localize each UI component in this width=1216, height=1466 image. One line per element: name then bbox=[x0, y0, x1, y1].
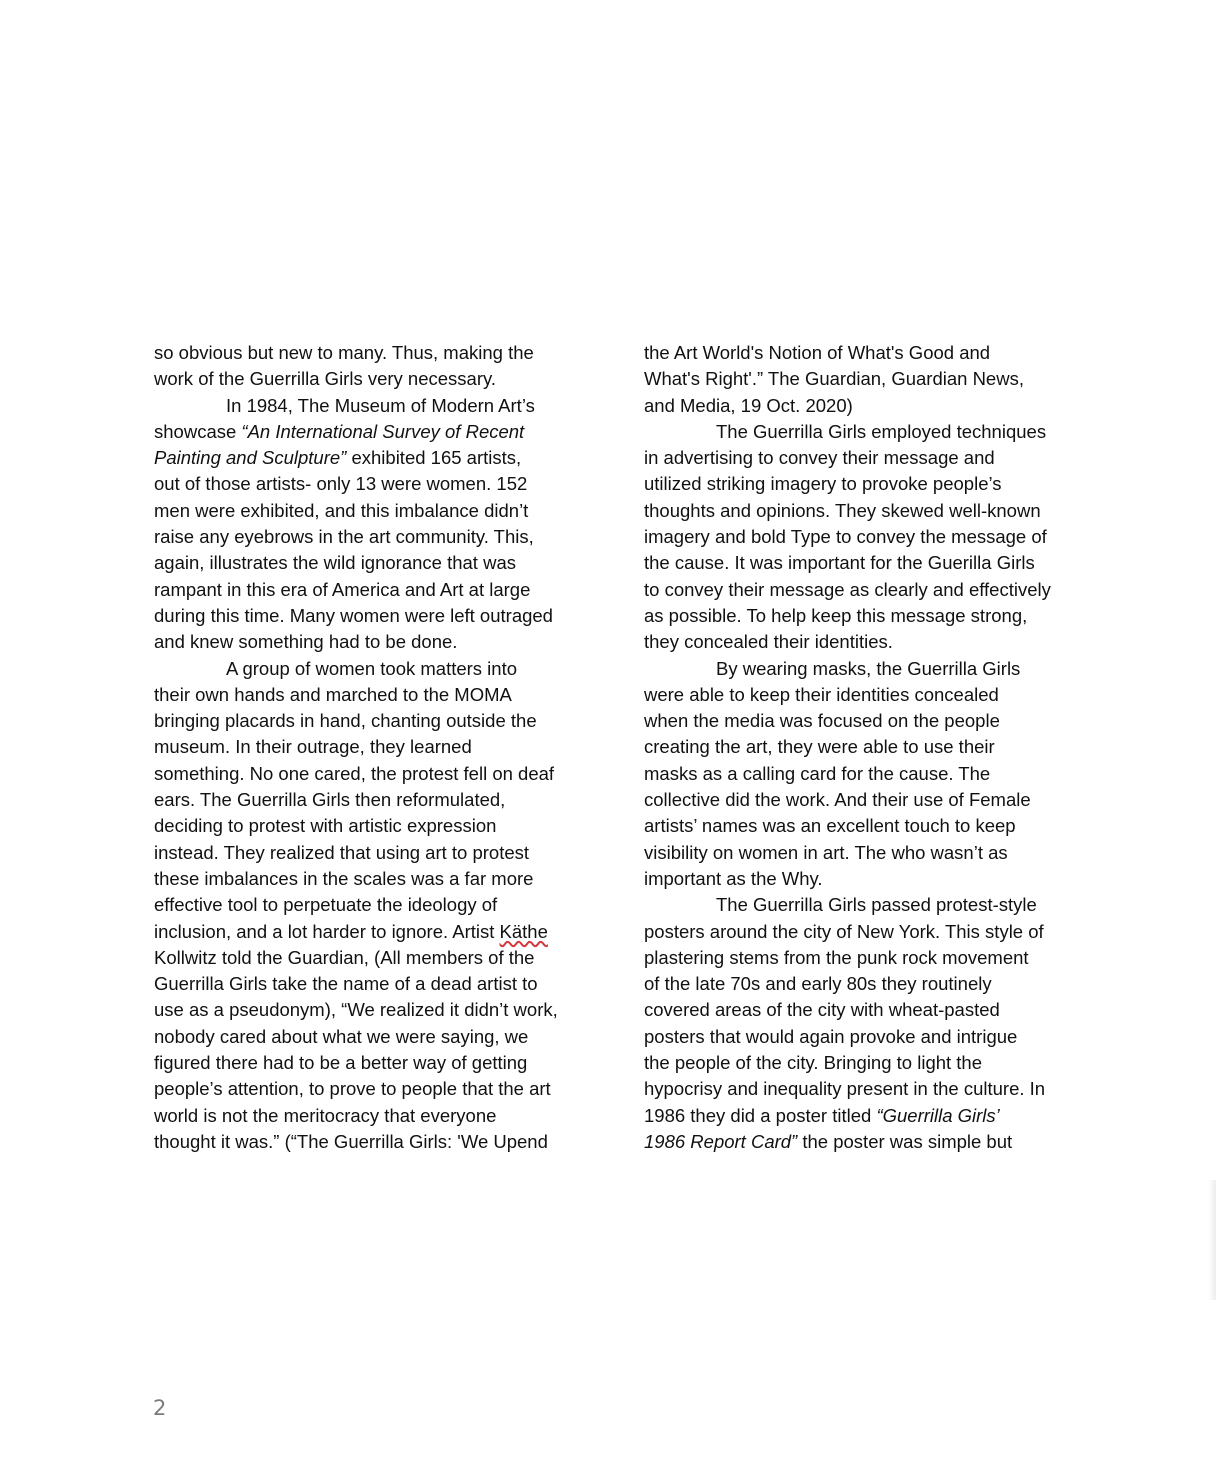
text-line: posters that would again provoke and intrigue bbox=[644, 1025, 1018, 1047]
text-line: museum. In their outrage, they learned bbox=[154, 736, 472, 758]
paragraph-start-line: By wearing masks, the Guerrilla Girls bbox=[716, 657, 1021, 679]
text-line: thoughts and opinions. They skewed well-known bbox=[644, 499, 1041, 521]
text-line: important as the Why. bbox=[644, 867, 823, 889]
text-line: effective tool to perpetuate the ideology of bbox=[154, 894, 498, 916]
text-line: were able to keep their identities concealed bbox=[644, 683, 999, 705]
text-line: hypocrisy and inequality present in the culture. In bbox=[644, 1078, 1046, 1100]
text-line: as possible. To help keep this message strong, bbox=[644, 604, 1028, 626]
text-line: artists’ names was an excellent touch to keep bbox=[644, 815, 1016, 837]
text-line: instead. They realized that using art to protest bbox=[154, 841, 530, 863]
text-line: and knew something had to be done. bbox=[154, 631, 458, 653]
text-line: rampant in this era of America and Art at large bbox=[154, 578, 531, 600]
text-line: figured there had to be a better way of getting bbox=[154, 1052, 528, 1074]
text-line: something. No one cared, the protest fell on deaf bbox=[154, 762, 555, 784]
text-line: nobody cared about what we were saying, we bbox=[154, 1025, 529, 1047]
text-run: the poster was simple but bbox=[797, 1130, 1013, 1152]
text-line: thought it was.” (“The Guerrilla Girls: 'We Upend bbox=[154, 1130, 548, 1152]
page-number: 2 bbox=[153, 1396, 167, 1420]
text-line: when the media was focused on the people bbox=[644, 710, 1000, 732]
text-line: the cause. It was important for the Guerilla Girls bbox=[644, 552, 1035, 574]
text-line: men were exhibited, and this imbalance didn’t bbox=[154, 499, 529, 521]
text-line: out of those artists- only 13 were women. 152 bbox=[154, 473, 528, 495]
text-line: the Art World's Notion of What's Good and bbox=[644, 342, 991, 363]
text-line: use as a pseudonym), “We realized it didn’t work, bbox=[154, 999, 558, 1021]
text-line: bringing placards in hand, chanting outside the bbox=[154, 710, 537, 732]
text-line: covered areas of the city with wheat-pasted bbox=[644, 999, 1000, 1021]
italic-poster-title: 1986 Report Card” bbox=[644, 1130, 798, 1152]
text-line: during this time. Many women were left outraged bbox=[154, 604, 553, 626]
text-line: again, illustrates the wild ignorance that was bbox=[154, 552, 516, 574]
italic-exhibition-title: Painting and Sculpture” bbox=[154, 447, 347, 469]
text-line bbox=[154, 445, 579, 471]
text-line: their own hands and marched to the MOMA bbox=[154, 683, 512, 705]
spellcheck-flagged-word[interactable]: Käthe bbox=[499, 920, 548, 942]
text-line bbox=[154, 919, 579, 945]
text-run: showcase bbox=[154, 420, 242, 442]
text-line bbox=[644, 1129, 1069, 1155]
text-line: and Media, 19 Oct. 2020) bbox=[644, 394, 853, 416]
page-edge-shadow bbox=[1208, 1180, 1216, 1300]
text-line: the people of the city. Bringing to light the bbox=[644, 1052, 983, 1074]
text-line: Guerrilla Girls take the name of a dead artist to bbox=[154, 973, 538, 995]
text-line: raise any eyebrows in the art community. This, bbox=[154, 526, 534, 548]
text-line bbox=[154, 419, 579, 445]
right-text-column bbox=[644, 340, 1069, 1155]
text-line: of the late 70s and early 80s they routinely bbox=[644, 973, 992, 995]
paragraph-start-line: In 1984, The Museum of Modern Art’s bbox=[226, 394, 535, 416]
text-line: in advertising to convey their message and bbox=[644, 447, 995, 469]
text-line: creating the art, they were able to use their bbox=[644, 736, 995, 758]
paragraph-start-line: The Guerrilla Girls passed protest-style bbox=[716, 894, 1037, 916]
text-line: these imbalances in the scales was a far more bbox=[154, 867, 534, 889]
text-line: posters around the city of New York. This style of bbox=[644, 920, 1044, 942]
text-line: to convey their message as clearly and effectively bbox=[644, 578, 1051, 600]
text-line: masks as a calling card for the cause. The bbox=[644, 762, 991, 784]
paragraph-start-line: A group of women took matters into bbox=[226, 657, 518, 679]
text-line: ears. The Guerrilla Girls then reformulated, bbox=[154, 789, 506, 811]
text-run: 1986 they did a poster titled bbox=[644, 1104, 877, 1126]
text-line: work of the Guerrilla Girls very necessary. bbox=[154, 368, 497, 390]
text-line: people’s attention, to prove to people that the art bbox=[154, 1078, 551, 1100]
text-run: inclusion, and a lot harder to ignore. Artist bbox=[154, 920, 500, 942]
text-line: imagery and bold Type to convey the message of bbox=[644, 526, 1047, 548]
text-line: Kollwitz told the Guardian, (All members of the bbox=[154, 946, 535, 968]
text-line: plastering stems from the punk rock movement bbox=[644, 946, 1029, 968]
text-line: collective did the work. And their use of Female bbox=[644, 789, 1031, 811]
left-text-column bbox=[154, 340, 579, 1155]
text-run: exhibited 165 artists, bbox=[346, 447, 522, 469]
text-line bbox=[644, 1103, 1069, 1129]
text-line: deciding to protest with artistic expression bbox=[154, 815, 497, 837]
paragraph-start-line: The Guerrilla Girls employed techniques bbox=[716, 420, 1047, 442]
text-line: they concealed their identities. bbox=[644, 631, 893, 653]
text-line: so obvious but new to many. Thus, making the bbox=[154, 342, 534, 363]
italic-exhibition-title: “An International Survey of Recent bbox=[241, 420, 525, 442]
text-line: world is not the meritocracy that everyone bbox=[154, 1104, 497, 1126]
text-line: utilized striking imagery to provoke people’s bbox=[644, 473, 1002, 495]
text-line: What's Right'.” The Guardian, Guardian News, bbox=[644, 368, 1024, 390]
italic-poster-title: “Guerrilla Girls’ bbox=[876, 1104, 1000, 1126]
text-line: visibility on women in art. The who wasn’t as bbox=[644, 841, 1008, 863]
